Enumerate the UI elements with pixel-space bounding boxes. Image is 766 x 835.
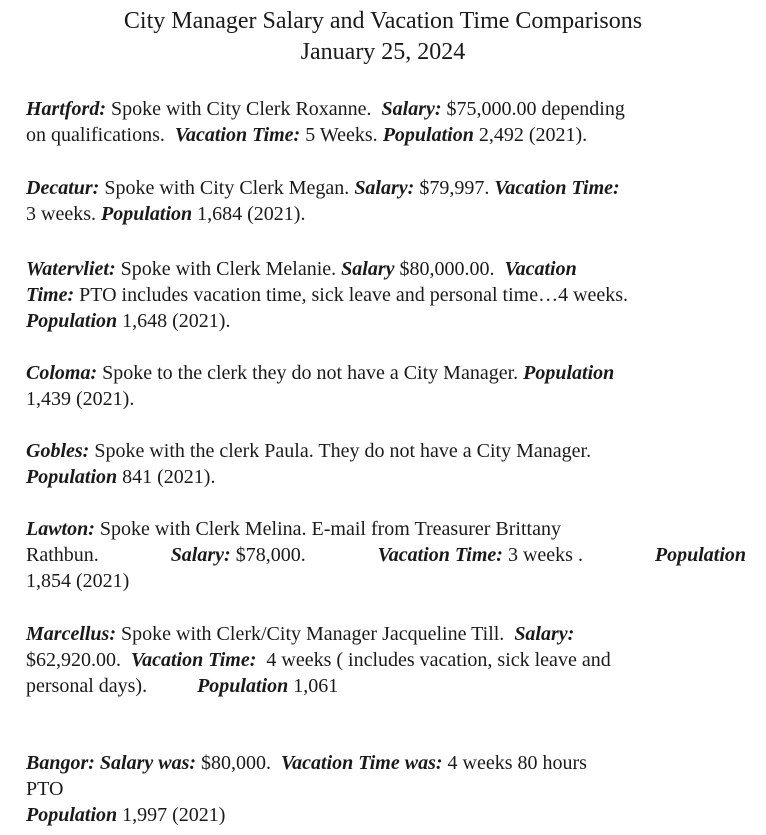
vacation-value: PTO includes vacation time, sick leave and personal time…4 weeks. <box>79 284 629 306</box>
vacation-was-label: Vacation Time was: <box>281 752 443 774</box>
salary-label: Salary: <box>354 177 415 199</box>
city-name: Decatur: <box>26 177 100 199</box>
population-value: 2,492 (2021). <box>478 124 588 146</box>
population-value: 1,648 (2021). <box>122 310 231 332</box>
vacation-value: 5 Weeks. <box>305 124 378 146</box>
population-label: Population <box>197 675 289 697</box>
vacation-value: 3 weeks. <box>26 203 96 225</box>
salary-label: Salary <box>341 258 395 280</box>
city-name: Hartford: <box>26 98 106 120</box>
vacation-value: 4 weeks ( includes vacation, sick leave and <box>266 649 611 671</box>
entry-marcellus <box>26 621 746 699</box>
vacation-value: 3 weeks . <box>507 544 583 566</box>
population-value: 1,854 (2021) <box>26 570 130 592</box>
salary-value: $80,000. <box>201 752 272 774</box>
vacation-label: Vacation Time: <box>494 177 620 199</box>
salary-label: Salary: <box>514 623 575 645</box>
population-value: 1,997 (2021) <box>122 804 226 826</box>
contact-text: Spoke with City Clerk Megan. <box>104 177 350 199</box>
contact-text: Spoke with Clerk Melanie. <box>120 258 337 280</box>
salary-value: $78,000. <box>235 544 306 566</box>
entry-decatur <box>26 175 746 227</box>
contact-text-cont: Rathbun. <box>26 544 99 566</box>
entry-coloma <box>26 360 746 412</box>
vacation-label: Vacation Time: <box>131 649 257 671</box>
document-date: January 25, 2024 <box>300 39 466 65</box>
salary-value: $79,997. <box>419 177 490 199</box>
entry-lawton <box>26 516 746 594</box>
population-value: 1,684 (2021). <box>197 203 306 225</box>
salary-label: Salary: <box>170 544 231 566</box>
vacation-label: Vacation Time: <box>174 124 301 146</box>
entry-watervliet <box>26 256 746 334</box>
population-label: Population <box>523 362 615 384</box>
salary-value: $75,000.00 depending <box>446 98 625 120</box>
city-name: Marcellus: <box>26 623 116 645</box>
entry-gobles <box>26 438 746 490</box>
contact-text: Spoke with the clerk Paula. They do not have a City Manager. <box>94 440 592 462</box>
city-name: Gobles: <box>26 440 90 462</box>
population-label: Population <box>382 124 474 146</box>
population-value: 1,439 (2021). <box>26 388 135 410</box>
contact-text: Spoke to the clerk they do not have a City Manager. <box>102 362 519 384</box>
document-title: City Manager Salary and Vacation Time Comparisons <box>123 8 643 34</box>
city-name: Lawton: <box>26 518 95 540</box>
vacation-label-word: Vacation <box>504 258 577 280</box>
vacation-value-cont: PTO <box>26 778 64 800</box>
city-name: Bangor: <box>26 752 95 774</box>
city-name: Coloma: <box>26 362 98 384</box>
population-label: Population <box>26 310 118 332</box>
contact-text: Spoke with Clerk/City Manager Jacqueline Till. <box>121 623 505 645</box>
population-label: Population <box>26 466 118 488</box>
population-label: Population <box>26 804 118 826</box>
population-label: Population <box>654 544 746 566</box>
vacation-value-cont: personal days). <box>26 675 148 697</box>
salary-value: $80,000.00. <box>399 258 495 280</box>
contact-text: Spoke with Clerk Melina. E-mail from Treasurer Brittany <box>99 518 561 540</box>
contact-text: Spoke with City Clerk Roxanne. <box>111 98 372 120</box>
entry-bangor <box>26 750 746 828</box>
entry-hartford <box>26 96 746 148</box>
population-value: 1,061 <box>293 675 339 697</box>
salary-was-label: Salary was: <box>99 752 197 774</box>
salary-value: $62,920.00. <box>26 649 121 671</box>
vacation-label: Vacation Time: <box>377 544 503 566</box>
salary-label: Salary: <box>381 98 442 120</box>
vacation-label-time: Time: <box>26 284 75 306</box>
population-value: 841 (2021). <box>122 466 216 488</box>
city-name: Watervliet: <box>26 258 116 280</box>
vacation-value: 4 weeks 80 hours <box>447 752 587 774</box>
salary-value-cont: on qualifications. <box>26 124 165 146</box>
population-label: Population <box>100 203 193 225</box>
